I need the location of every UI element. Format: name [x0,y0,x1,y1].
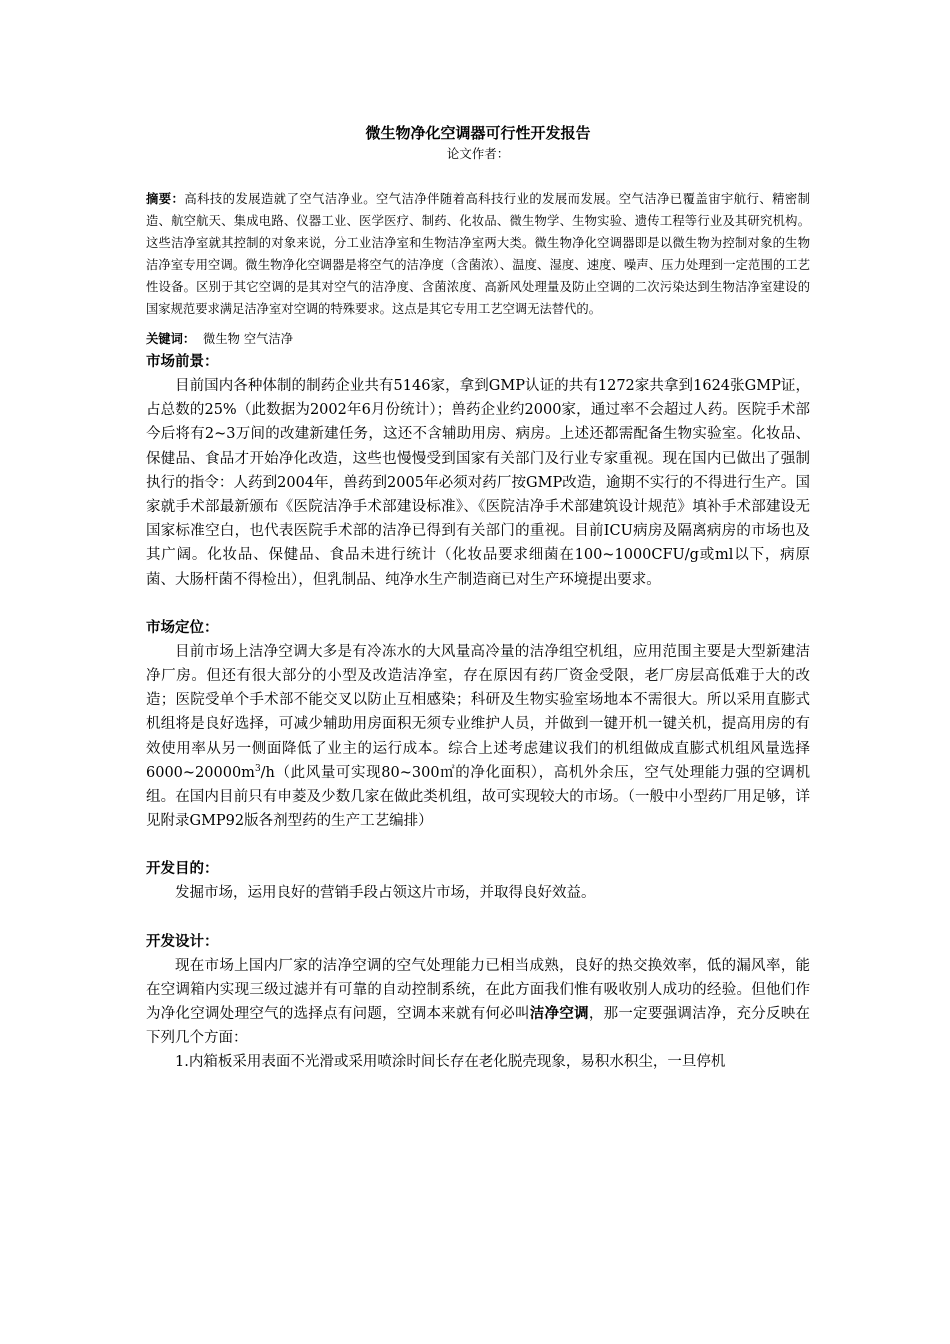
author-line: 论文作者： [446,146,510,161]
market-position-text-2: /h（此风量可实现80~300㎡的净化面积），高机外余压，空气处理能力强的空调机组。在国内目前只有申菱及少数几家在做此类机组，故可实现较大的市场。（一般中小型药厂用足够，详见附录GMP92版各剂型药的生产工艺编排） [146,764,810,830]
market-position-paragraph [146,640,810,834]
dev-design-text-2: ，那一定要强调洁净，充分反映在下列几个方面： [146,1006,811,1047]
document-body [146,122,810,1075]
abstract-text: 高科技的发展造就了空气洁净业。空气洁净伴随着高科技行业的发展而发展。空气洁净已覆盖宙宇航行、精密制造、航空航天、集成电路、仪器工业、医学医疗、制药、化妆品、微生物学、生物实验、遗传工程等行业及其研究机构。这些洁净室就其控制的对象来说，分工业洁净室和生物洁净室两大类。微生物净化空调器即是以微生物为控制对象的生物洁净室专用空调。微生物净化空调器是将空气的洁净度（含菌浓）、温度、湿度、速度、噪声、压力处理到一定范围的工艺性设备。区别于其它空调的是其对空气的洁净度、含菌浓度、高新风处理量及防止空调的二次污染达到生物洁净室建设的国家规范要求满足洁净室对空调的特殊要求。这点是其它专用工艺空调无法替代的。 [146,192,810,316]
superscript-3: 3 [254,764,261,775]
keywords [146,328,810,350]
keywords-label: 关键词： [146,331,196,346]
section-heading-market-prospect: 市场前景： [146,353,219,370]
abstract-label: 摘要： [146,191,185,206]
section-heading-dev-purpose: 开发目的： [146,860,219,878]
market-prospect-paragraph: 目前国内各种体制的制药企业共有5146家，拿到GMP认证的共有1272家共拿到1624张GMP证，占总数的25%（此数据为2002年6月份统计）；兽药企业约2000家，通过率不会超过人药。医院手术部今后将有2~3万间的改建新建任务，这还不含辅助用房、病房。上述还都需配备生物实验室。化妆品、保健品、食品才开始净化改造，这些也慢慢受到国家有关部门及行业专家重视。现在国内已做出了强制执行的指令：人药到2004年，兽药到2005年必须对药厂按GMP改造，逾期不实行的不得进行生产。国家就手术部最新颁布《医院洁净手术部建设标准》、《医院洁净手术部建筑设计规范》填补手术部建设无国家标准空白，也代表医院手术部的洁净已得到有关部门的重视。目前ICU病房及隔离病房的市场也及其广阔。化妆品、保健品、食品未进行统计（化妆品要求细菌在100~1000CFU/g或ml以下，病原菌、大肠杆菌不得检出），但乳制品、纯净水生产制造商已对生产环境提出要求。 [146,378,810,588]
section-heading-market-position: 市场定位： [146,618,219,636]
abstract [146,188,810,320]
dev-purpose-paragraph: 发掘市场，运用良好的营销手段占领这片市场，并取得良好效益。 [175,885,596,902]
dev-design-paragraph [146,954,810,1051]
section-heading-dev-design: 开发设计： [146,932,219,950]
keywords-text: 微生物 空气洁净 [195,332,294,346]
dev-design-text-1: 现在市场上国内厂家的洁净空调的空气处理能力已相当成熟，良好的热交换效率，低的漏风率，能在空调箱内实现三级过滤并有可靠的自动控制系统，在此方面我们惟有吸收别人成功的经验。但他们作为净化空调处理空气的选择点有问题，空调本来就有何必叫 [146,957,810,1023]
dev-design-emphasis: 洁净空调 [529,1005,589,1023]
dev-design-item-1: 1.内箱板采用表面不光滑或采用喷涂时间长存在老化脱壳现象，易积水积尘，一旦停机 [175,1054,726,1071]
document-title: 微生物净化空调器可行性开发报告 [365,124,591,142]
market-position-text-1: 目前市场上洁净空调大多是有冷冻水的大风量高冷量的洁净组空机组，应用范围主要是大型新建洁净厂房。但还有很大部分的小型及改造洁净室，存在原因有药厂资金受限，老厂房层高低难于大的改造；医院受单个手术部不能交叉以防止互相感染；科研及生物实验室场地本不需很大。所以采用直膨式机组将是良好选择，可减少辅助用房面积无须专业维护人员，并做到一键开机一键关机，提高用房的有效使用率从另一侧面降低了业主的运行成本。综合上述考虑建议我们的机组做成直膨式机组风量选择 6000~20000m [146,643,810,781]
